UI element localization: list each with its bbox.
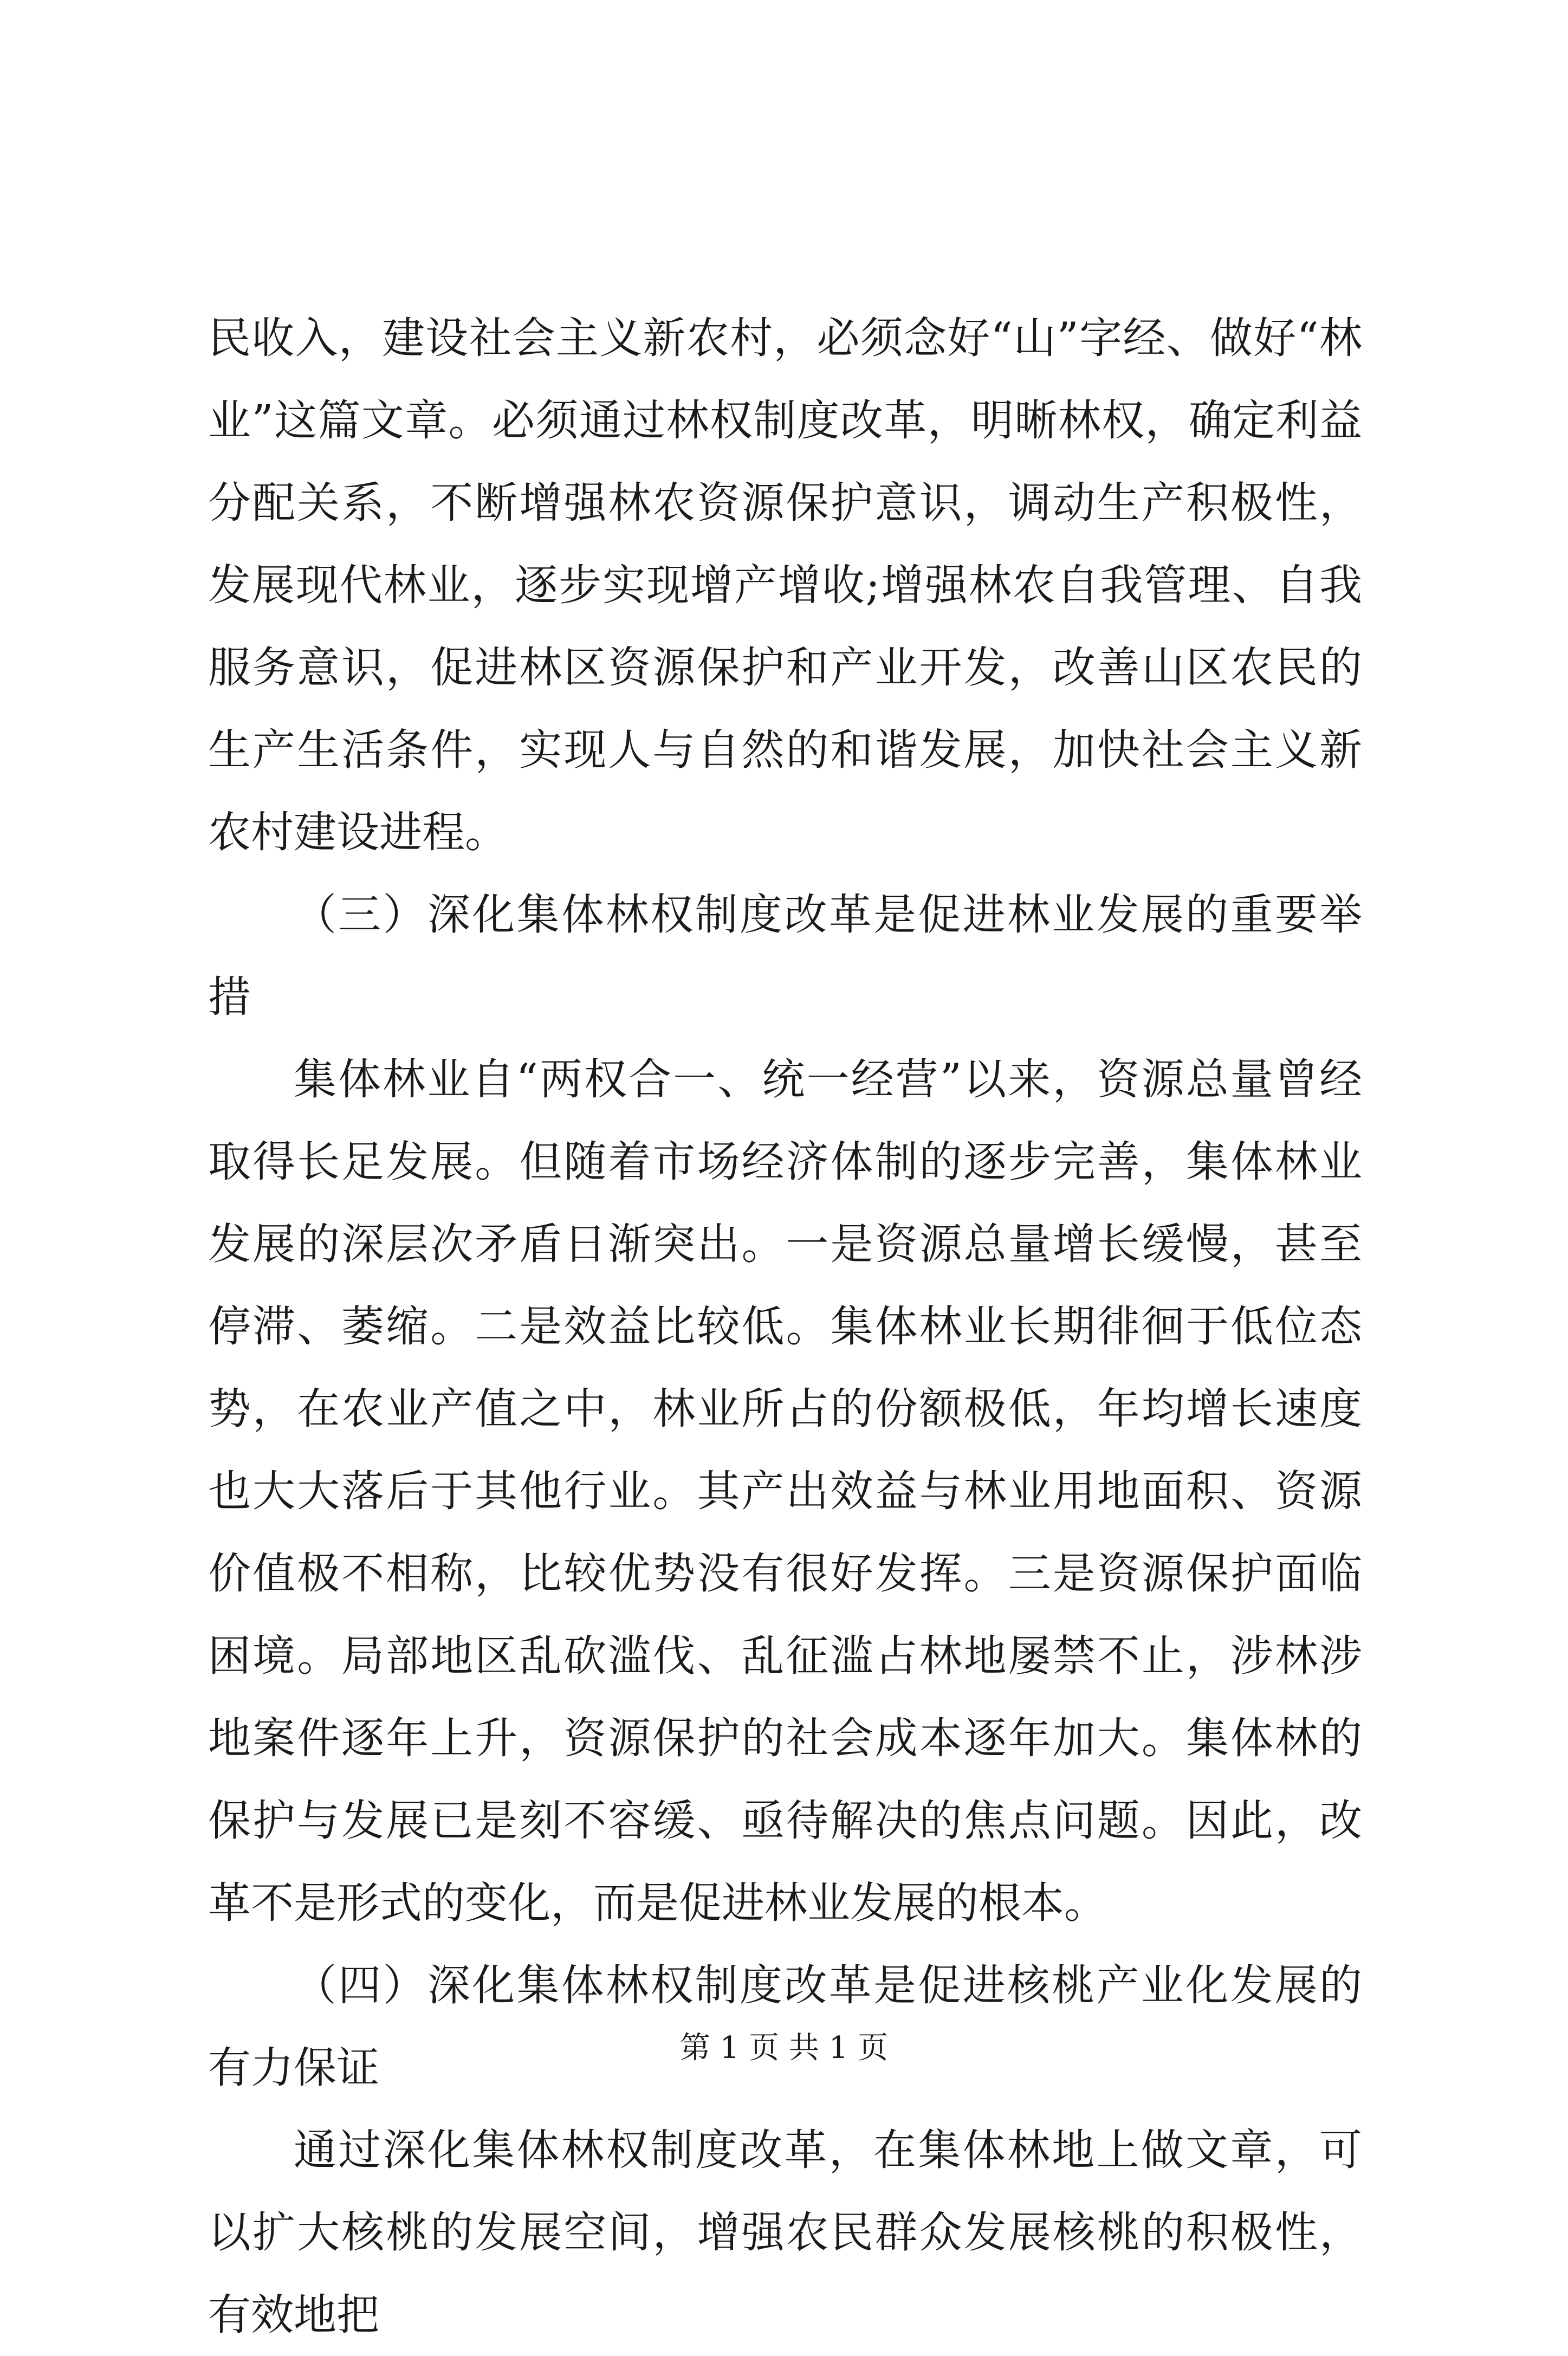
page-footer: 第 1 页 共 1 页 [679,2030,889,2066]
section-heading-3: （三）深化集体林权制度改革是促进林业发展的重要举措 [208,890,1362,1022]
section-heading-4: （四）深化集体林权制度改革是促进核桃产业化发展的有力保证 [208,1960,1362,2093]
paragraph-body: 通过深化集体林权制度改革，在集体林地上做文章，可以扩大核桃的发展空间，增强农民群众发展核桃的积极性，有效地把 [208,2125,1362,2340]
paragraph-continuation: 民收入，建设社会主义新农村，必须念好“山”字经、做好“林业”这篇文章。必须通过林权制度改革，明晰林权，确定利益分配关系，不断增强林农资源保护意识，调动生产积极性，发展现代林业，逐步实现增产增收;增强林农自我管理、自我服务意识，促进林区资源保护和产业开发，改善山区农民的生产生活条件，实现人与自然的和谐发展，加快社会主义新农村建设进程。 [208,313,1362,857]
paragraph-body: 集体林业自“两权合一、统一经营”以来，资源总量曾经取得长足发展。但随着市场经济体制的逐步完善，集体林业发展的深层次矛盾日渐突出。一是资源总量增长缓慢，甚至停滞、萎缩。二是效益比较低。集体林业长期徘徊于低位态势，在农业产值之中，林业所占的份额极低，年均增长速度也大大落后于其他行业。其产出效益与林业用地面积、资源价值极不相称，比较优势没有很好发挥。三是资源保护面临困境。局部地区乱砍滥伐、乱征滥占林地屡禁不止，涉林涉地案件逐年上升，资源保护的社会成本逐年加大。集体林的保护与发展已是刻不容缓、亟待解决的焦点问题。因此，改革不是形式的变化，而是促进林业发展的根本。 [208,1054,1362,1928]
